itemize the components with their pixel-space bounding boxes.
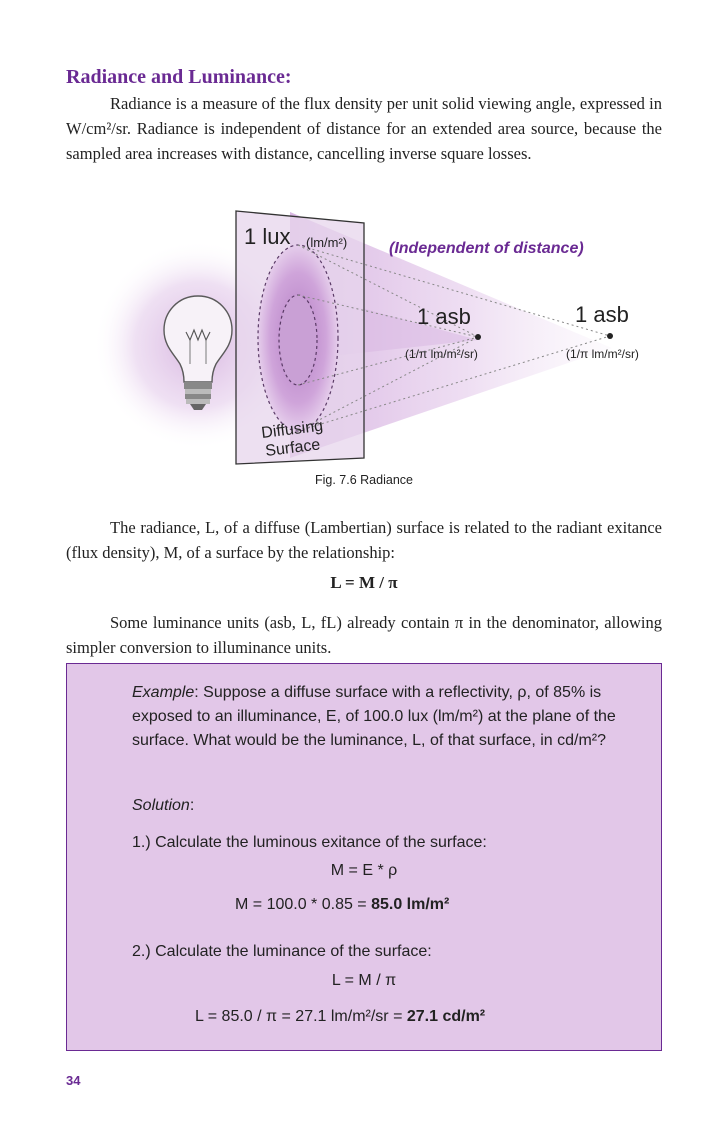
paragraph-lambertian-text: The radiance, L, of a diffuse (Lambertian) surface is related to the radiant exitance (flux density), M, of a surface by the relationship: [66, 518, 662, 562]
point-far-marker [607, 333, 613, 339]
step1-text: 1.) Calculate the luminous exitance of the surface: [132, 834, 487, 851]
example-text: : Suppose a diffuse surface with a reflectivity, ρ, of 85% is exposed to an illuminance, E, of 100.0 lux (lm/m²) at the plane of the surface. What would be the luminance, L, of that surface, in cd/m²? [132, 684, 616, 749]
example-label: Example [132, 684, 195, 701]
step1-formula: M = E * ρ [330, 862, 398, 879]
step2-calculation: L = 85.0 / π = 27.1 lm/m²/sr = 27.1 cd/m² [195, 1008, 486, 1025]
paragraph-luminance-units-text: Some luminance units (asb, L, fL) already contain π in the denominator, allowing simpler conversion to illuminance units. [66, 613, 662, 657]
main-formula: L = M / π [330, 573, 398, 592]
paragraph-lambertian [66, 515, 662, 565]
paragraph-luminance-units [66, 610, 662, 660]
surface-label: Surface [264, 436, 322, 460]
example-box [66, 663, 662, 1051]
step2-result: 27.1 cd/m² [406, 1008, 486, 1025]
point-near-marker [475, 334, 481, 340]
paragraph-radiance-text: Radiance is a measure of the flux density per unit solid viewing angle, expressed in W/cm²/sr. Radiance is independent of distance for an extended area source, because the sampled area increases with distance, cancelling inverse square losses. [66, 94, 662, 163]
lux-label: 1 lux [244, 224, 291, 249]
asb-far-label: 1 asb [575, 302, 629, 327]
step1-result: 85.0 lm/m² [371, 896, 450, 913]
step2-formula: L = M / π [331, 972, 397, 989]
radiance-figure [0, 0, 728, 500]
step2-text: 2.) Calculate the luminance of the surface: [132, 943, 432, 960]
page-number: 34 [66, 1073, 81, 1088]
lux-unit-label: (lm/m²) [306, 235, 348, 250]
solution-label: Solution: [132, 797, 195, 814]
independent-of-distance-label: (Independent of distance) [389, 240, 584, 257]
illuminated-disc-inner [279, 295, 317, 385]
section-heading: Radiance and Luminance: [66, 66, 292, 88]
example-intro [132, 681, 632, 753]
diffusing-label: Diffusing [260, 417, 324, 442]
asb-far-unit-label: (1/π lm/m²/sr) [566, 347, 639, 361]
step1-calculation: M = 100.0 * 0.85 = 85.0 lm/m² [235, 896, 450, 913]
asb-near-label: 1 asb [417, 304, 471, 329]
asb-near-unit-label: (1/π lm/m²/sr) [405, 347, 478, 361]
figure-caption: Fig. 7.6 Radiance [315, 473, 413, 487]
